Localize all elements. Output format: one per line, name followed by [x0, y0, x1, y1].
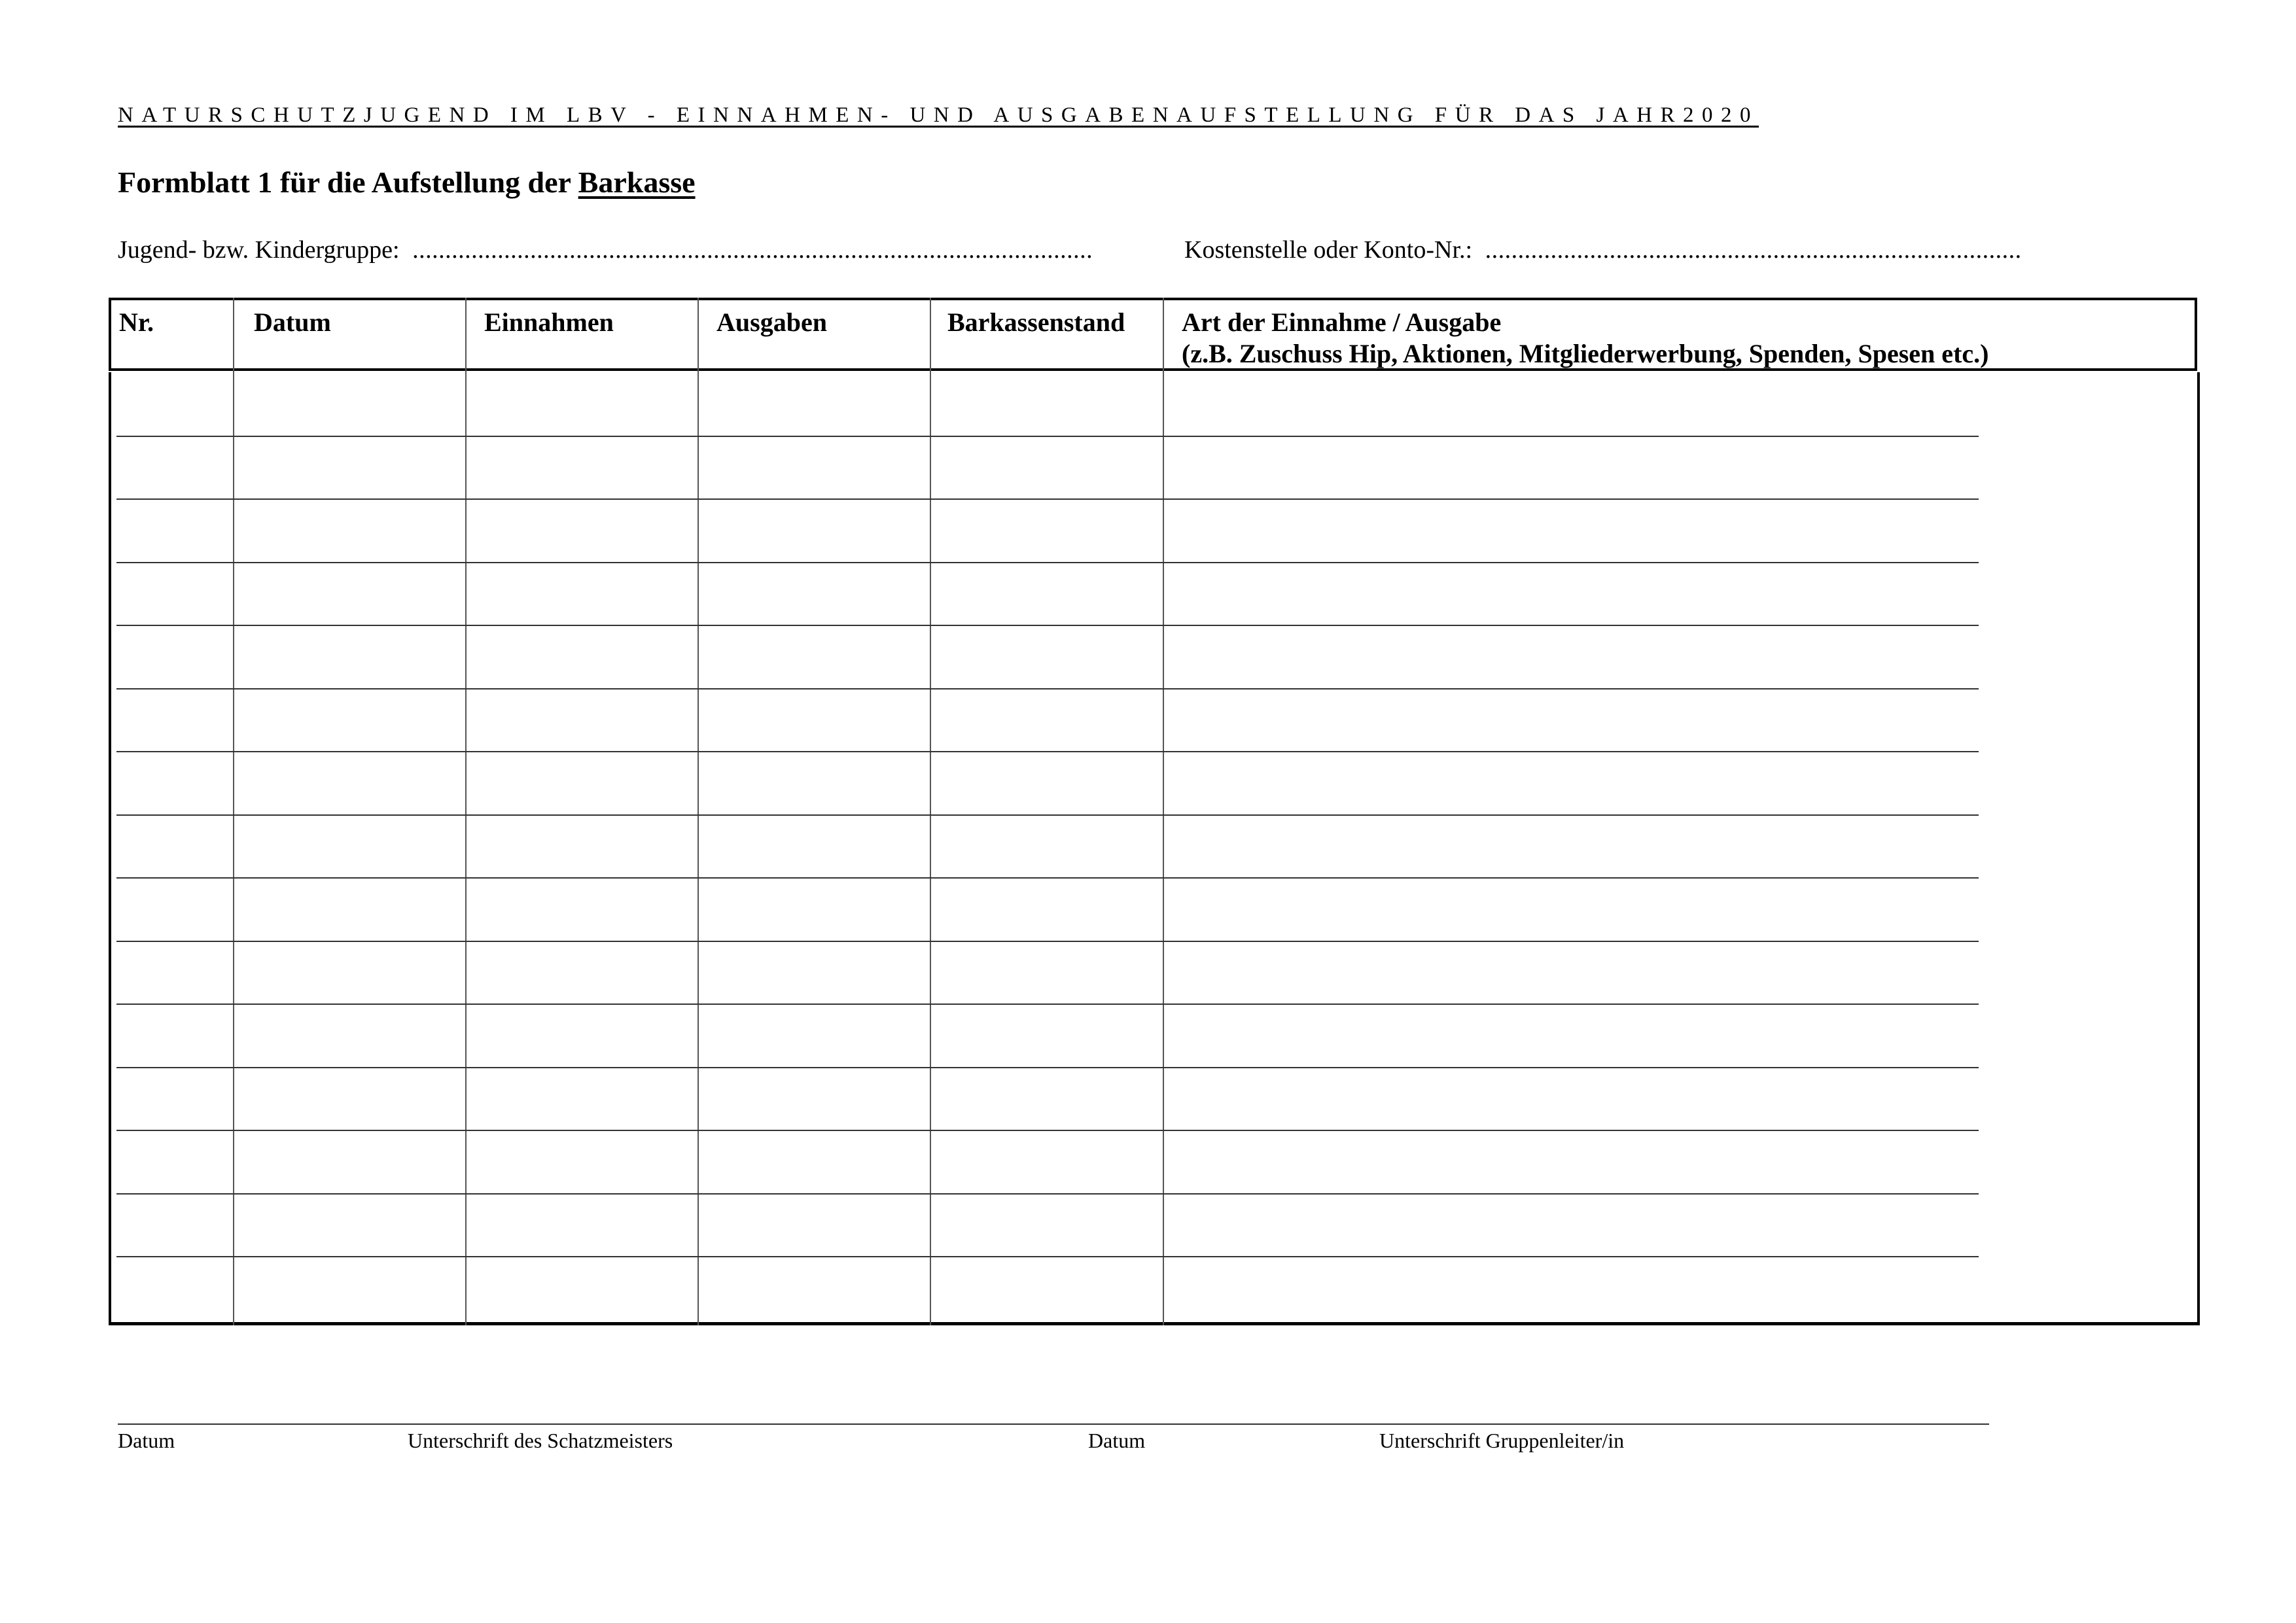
cash-ledger-table: [109, 298, 2200, 1325]
group-field-blank[interactable]: ........................................................................................................: [406, 236, 1093, 264]
signature-line: [118, 1423, 1989, 1425]
table-row[interactable]: [111, 751, 2197, 814]
group-field[interactable]: [118, 236, 1093, 264]
signature-group-leader-label: Unterschrift Gruppenleiter/in: [1379, 1429, 1625, 1452]
table-row[interactable]: [111, 625, 2197, 688]
table-header-row: [109, 298, 2197, 371]
table-row[interactable]: [111, 941, 2197, 1004]
form-title: [118, 165, 696, 200]
signature-treasurer-label: Unterschrift des Schatzmeisters: [408, 1429, 673, 1452]
table-row[interactable]: [111, 1193, 2197, 1257]
cost-center-field-blank[interactable]: ..................................................................................: [1478, 236, 2022, 264]
table-row[interactable]: [111, 814, 2197, 878]
group-field-label: Jugend- bzw. Kindergruppe:: [118, 236, 400, 264]
table-row[interactable]: [111, 372, 2197, 436]
signature-date-2-label: Datum: [1088, 1429, 1146, 1452]
signature-date-1-label: Datum: [118, 1429, 175, 1452]
form-title-emphasis: Barkasse: [578, 166, 696, 199]
column-header-income: Einnahmen: [484, 307, 614, 337]
column-header-cash-balance: Barkassenstand: [947, 307, 1125, 337]
table-row[interactable]: [111, 1130, 2197, 1193]
column-header-type-hint: (z.B. Zuschuss Hip, Aktionen, Mitgliederwerbung, Spenden, Spesen etc.): [1182, 339, 1989, 368]
cost-center-field-label: Kostenstelle oder Konto-Nr.:: [1184, 236, 1473, 264]
form-title-prefix: Formblatt 1 für die Aufstellung der: [118, 166, 578, 199]
column-header-date: Datum: [254, 307, 331, 337]
column-header-type: Art der Einnahme / Ausgabe: [1182, 307, 1502, 337]
table-row[interactable]: [111, 562, 2197, 625]
table-row[interactable]: [111, 1003, 2197, 1067]
table-row[interactable]: [111, 688, 2197, 752]
column-header-expenses: Ausgaben: [716, 307, 827, 337]
document-header-line: NATURSCHUTZJUGEND IM LBV - EINNAHMEN- UND AUSGABENAUFSTELLUNG FÜR DAS JAHR2020: [118, 103, 1759, 127]
cost-center-field[interactable]: [1184, 236, 2022, 264]
table-row[interactable]: [111, 1256, 2197, 1319]
table-row[interactable]: [111, 498, 2197, 562]
table-row[interactable]: [111, 1067, 2197, 1130]
table-row[interactable]: [111, 436, 2197, 499]
column-header-nr: Nr.: [119, 307, 154, 337]
table-row[interactable]: [111, 877, 2197, 941]
